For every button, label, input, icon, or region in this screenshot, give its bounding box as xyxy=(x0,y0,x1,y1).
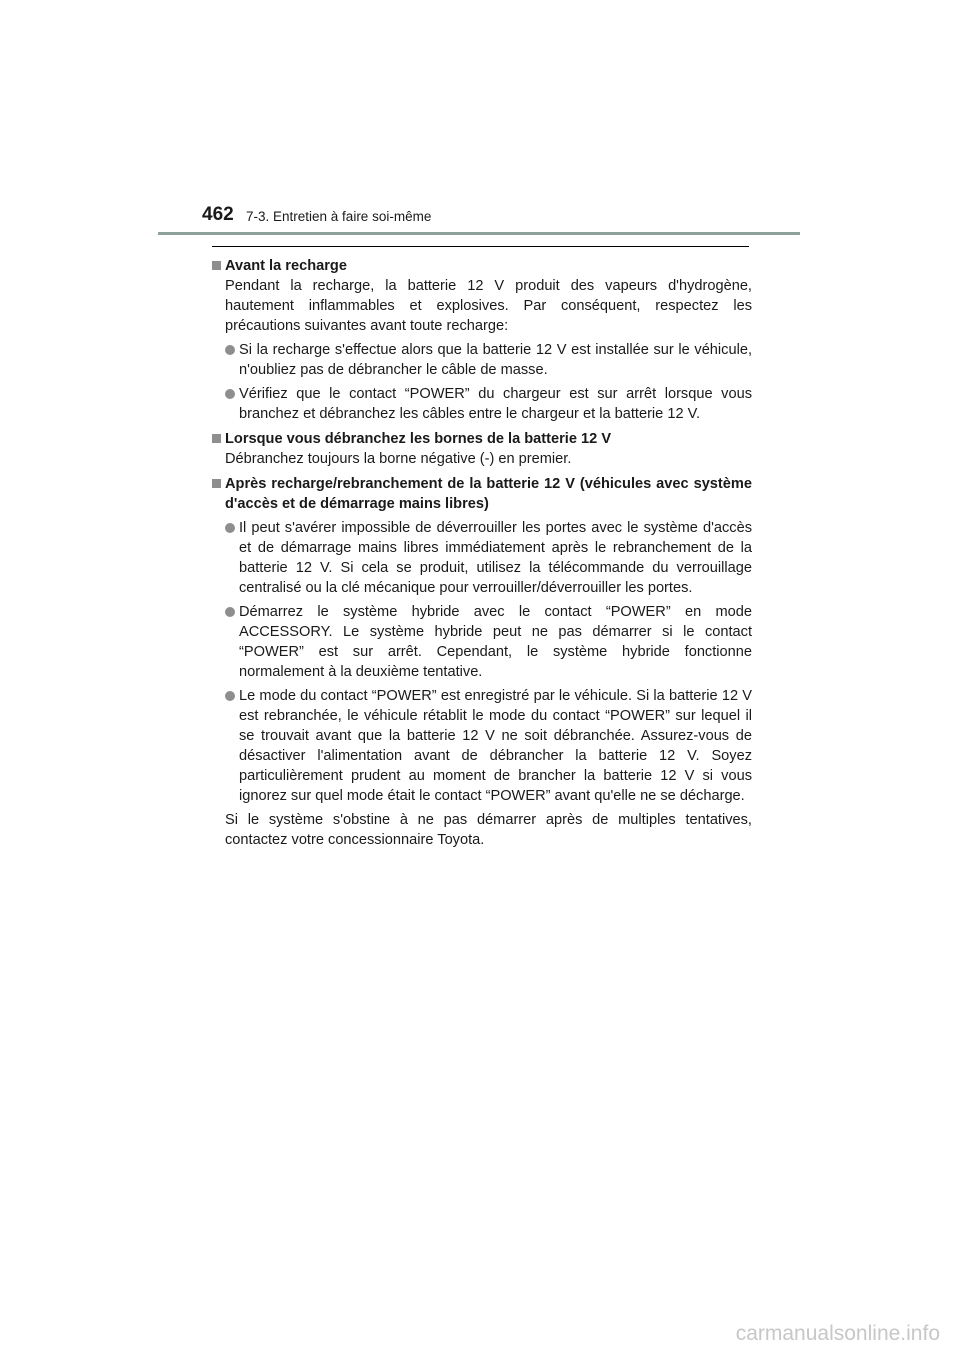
section-heading-text: Lorsque vous débranchez les bornes de la batterie 12 V xyxy=(225,431,612,447)
closing-paragraph: Si le système s'obstine à ne pas démarrer après de multiples tentatives, contactez votre concessionnaire Toyota. xyxy=(225,812,752,848)
round-bullet-icon xyxy=(225,691,235,701)
section-heading-text: Après recharge/rebranchement de la batterie 12 V (véhicules avec système d'accès et de démarrage mains libres) xyxy=(225,476,752,512)
list-item xyxy=(212,384,752,424)
list-item-text: Il peut s'avérer impossible de déverrouiller les portes avec le système d'accès et de démarrage mains libres immédiatement après le rebranchement de la batterie 12 V. Si cela se produit, utilisez la télécommande du verrouillage centralisé ou la clé mécanique pour verrouiller/déverrouiller les portes. xyxy=(239,520,752,596)
section-after-recharge xyxy=(212,474,752,850)
paragraph: Pendant la recharge, la batterie 12 V produit des vapeurs d'hydrogène, hautement inflammables et explosives. Par conséquent, respectez les précautions suivantes avant toute recharge: xyxy=(225,278,752,334)
list-item xyxy=(212,340,752,380)
watermark: carmanualsonline.info xyxy=(735,1322,940,1345)
section-heading xyxy=(212,474,752,514)
round-bullet-icon xyxy=(225,345,235,355)
list-item-text: Vérifiez que le contact “POWER” du chargeur est sur arrêt lorsque vous branchez et débranchez les câbles entre le chargeur et la batterie 12 V. xyxy=(239,386,752,422)
section-heading-text: Avant la recharge xyxy=(225,258,347,274)
header-rule xyxy=(158,232,800,235)
list-item xyxy=(212,518,752,598)
section-heading xyxy=(212,429,752,449)
list-item-text: Le mode du contact “POWER” est enregistré par le véhicule. Si la batterie 12 V est rebranchée, le véhicule rétablit le mode du contact “POWER” sur lequel il se trouvait avant que la batterie 12 V ne soit débranchée. Assurez-vous de désactiver l'alimentation avant de débrancher la batterie 12 V. Soyez particulièrement prudent au moment de brancher la batterie 12 V si vous ignorez sur quel mode était le contact “POWER” avant qu'elle ne se décharge. xyxy=(239,688,752,804)
list-item-text: Si la recharge s'effectue alors que la batterie 12 V est installée sur le véhicule, n'oubliez pas de débrancher le câble de masse. xyxy=(239,342,752,378)
page-number: 462 xyxy=(202,204,234,225)
paragraph: Débranchez toujours la borne négative (-) en premier. xyxy=(225,451,572,467)
round-bullet-icon xyxy=(225,607,235,617)
round-bullet-icon xyxy=(225,523,235,533)
square-bullet-icon xyxy=(212,434,221,443)
square-bullet-icon xyxy=(212,479,221,488)
content xyxy=(212,256,752,855)
list-item xyxy=(212,686,752,806)
list-item xyxy=(212,602,752,682)
content-rule xyxy=(212,246,749,247)
section-before-charging xyxy=(212,256,752,424)
section-disconnect-terminals xyxy=(212,429,752,469)
section-heading xyxy=(212,256,752,276)
round-bullet-icon xyxy=(225,389,235,399)
section-title: 7-3. Entretien à faire soi-même xyxy=(246,209,432,224)
square-bullet-icon xyxy=(212,261,221,270)
list-item-text: Démarrez le système hybride avec le contact “POWER” en mode ACCESSORY. Le système hybride peut ne pas démarrer si le contact “POWER” est sur arrêt. Cependant, le système hybride fonctionne normalement à la deuxième tentative. xyxy=(239,604,752,680)
